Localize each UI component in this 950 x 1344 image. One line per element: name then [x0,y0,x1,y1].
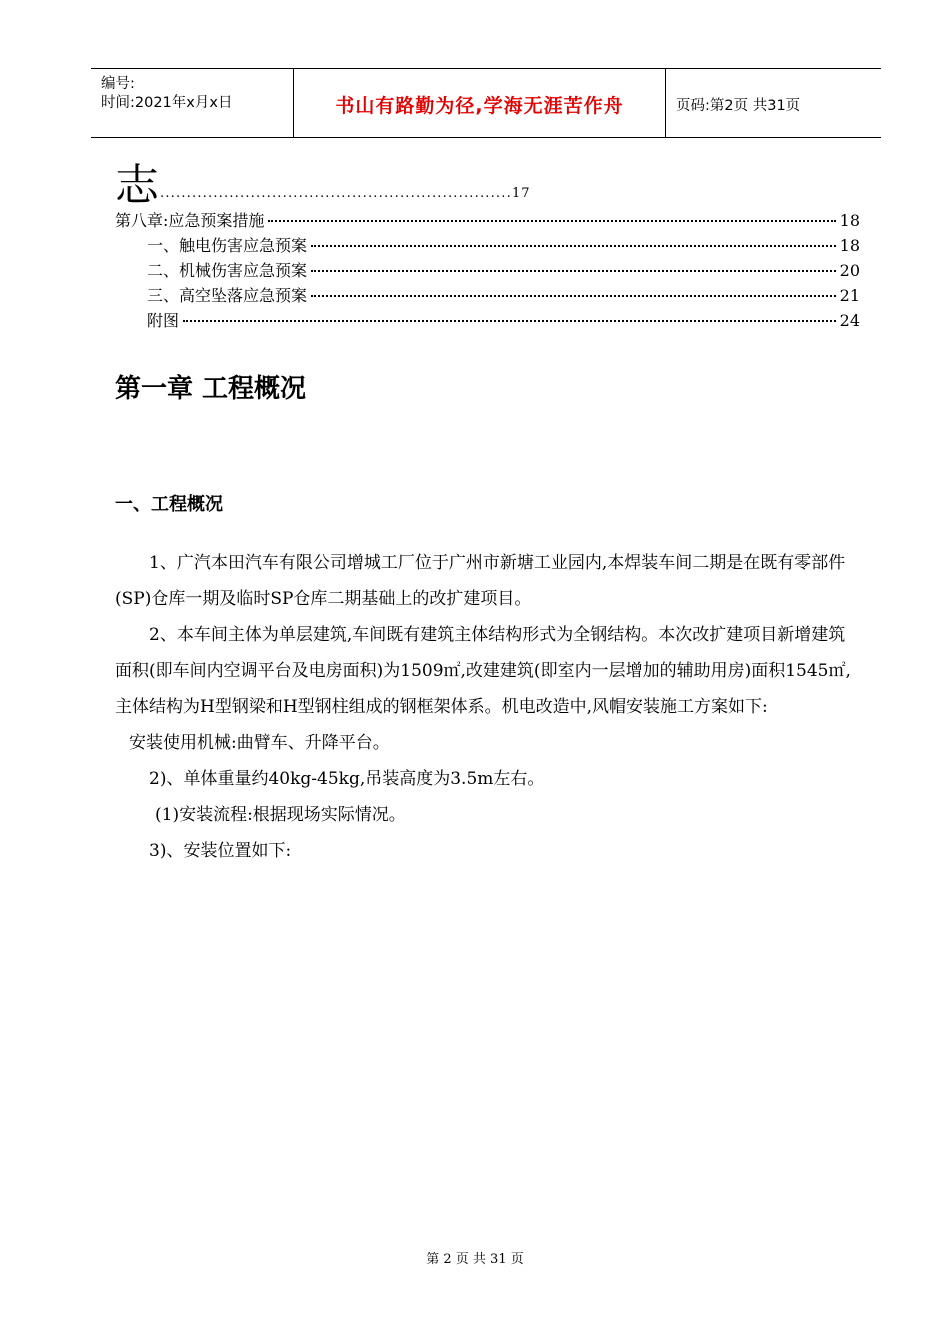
toc-leader [183,320,836,322]
document-time-label: 时间:2021年x月x日 [101,95,233,111]
toc-carry-page: 17 [511,186,531,201]
page-header [91,68,881,138]
paragraph: 2、本车间主体为单层建筑,车间既有建筑主体结构形式为全钢结构。本次改扩建项目新增建筑面积(即车间内空调平台及电房面积)为1509㎡,改建建筑(即室内一层增加的辅助用房)面积1545㎡,主体结构为H型钢梁和H型钢柱组成的钢框架体系。机电改造中,风帽安装施工方案如下: [115,625,851,717]
toc-item-label: 一、触电伤害应急预案 [147,236,308,255]
header-motto-cell [294,69,666,137]
toc-item-label: 二、机械伤害应急预案 [147,261,308,280]
paragraph: 2)、单体重量约40kg-45kg,吊装高度为3.5m左右。 [149,769,545,789]
toc-item[interactable] [115,210,860,232]
toc-item[interactable] [147,260,860,282]
toc-item-page: 24 [839,311,860,330]
toc-carry-char: 志 [115,160,159,211]
toc-item[interactable] [147,235,860,257]
toc-item-label: 附图 [147,311,180,330]
page-footer [0,1248,950,1267]
header-page-cell [666,69,881,137]
toc-item-page: 21 [839,286,860,305]
toc-leader [311,295,836,297]
paragraph: 3)、安装位置如下: [149,841,292,861]
body-text [115,545,860,869]
header-meta-cell [91,69,294,137]
toc-item[interactable] [147,310,860,332]
paragraph: (1)安装流程:根据现场实际情况。 [155,805,406,825]
document-number-label: 编号: [101,76,135,92]
chapter-title: 第一章 工程概况 [115,374,307,404]
toc-item-label: 三、高空坠落应急预案 [147,286,308,305]
header-motto: 书山有路勤为径,学海无涯苦作舟 [335,95,624,117]
section-title: 一、工程概况 [115,494,223,515]
toc-leader [311,270,836,272]
paragraph: 1、广汽本田汽车有限公司增城工厂位于广州市新塘工业园内,本焊装车间二期是在既有零部件(SP)仓库一期及临时SP仓库二期基础上的改扩建项目。 [115,553,846,609]
toc-carry-leader: ..................................................................17 [160,186,531,201]
toc-leader [268,220,835,222]
paragraph: 安装使用机械:曲臂车、升降平台。 [129,733,390,753]
toc-leader [311,245,836,247]
header-page-label: 页码:第2页 共31页 [676,98,801,114]
footer-page-number: 第 2 页 共 31 页 [426,1252,524,1267]
toc-item-page: 18 [839,211,860,230]
toc-item-page: 18 [839,236,860,255]
toc-item-page: 20 [839,261,860,280]
toc-item-label: 第八章:应急预案措施 [115,211,265,230]
toc-item[interactable] [147,285,860,307]
